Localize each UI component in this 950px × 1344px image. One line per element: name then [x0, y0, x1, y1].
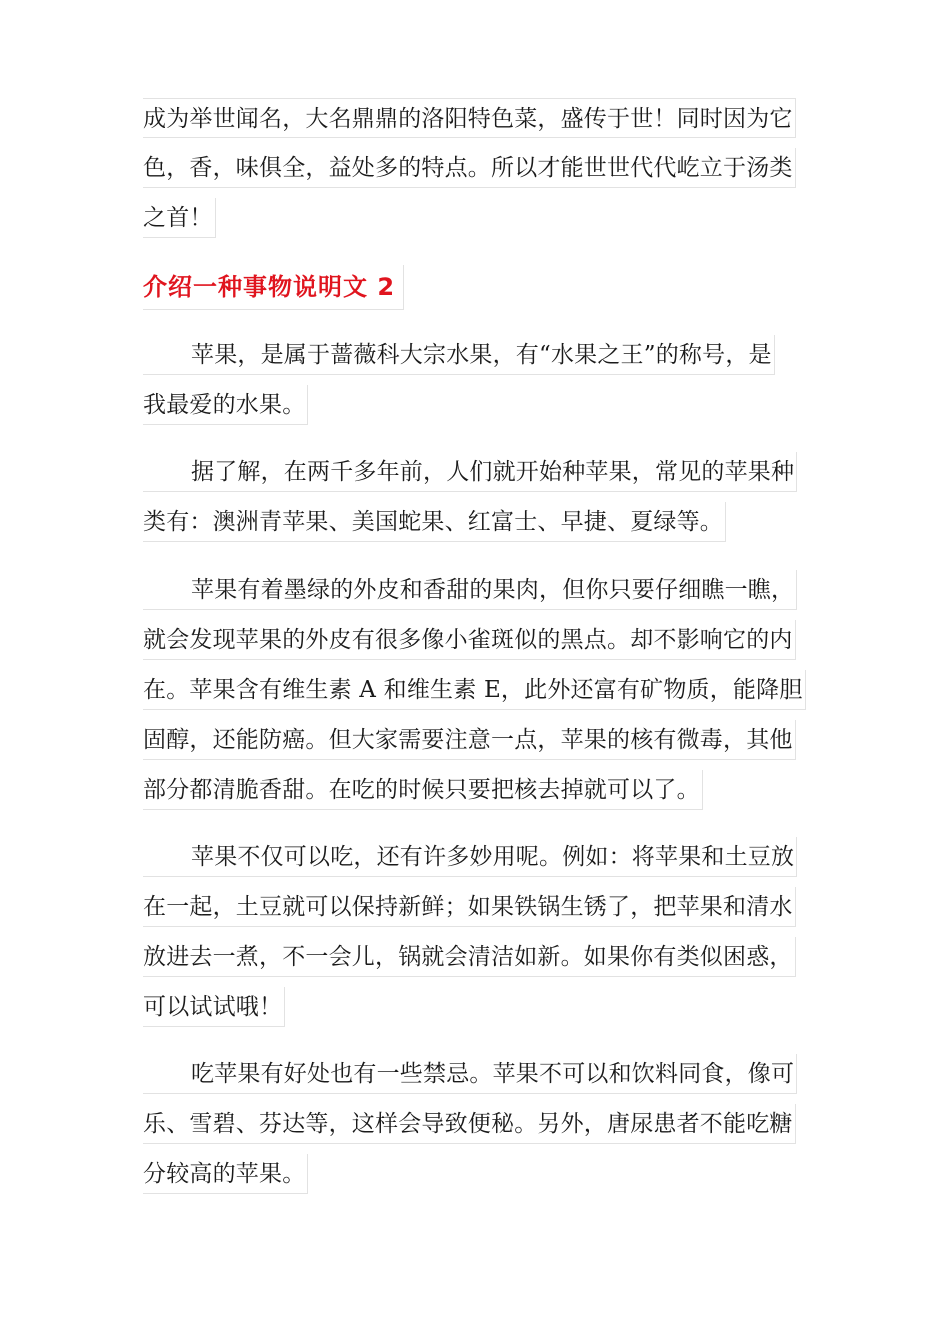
intro-line-1: 成为举世闻名，大名鼎鼎的洛阳特色菜，盛传于世！同时因为它	[143, 98, 796, 138]
paragraph-2-line-2: 类有：澳洲青苹果、美国蛇果、红富士、早捷、夏绿等。	[143, 502, 726, 542]
paragraph-3-line-4: 固醇，还能防癌。但大家需要注意一点，苹果的核有微毒，其他	[143, 720, 796, 760]
intro-line-3: 之首！	[143, 198, 216, 238]
section-heading: 介绍一种事物说明文 2	[143, 265, 404, 310]
paragraph-3-line-5: 部分都清脆香甜。在吃的时候只要把核去掉就可以了。	[143, 770, 703, 810]
paragraph-1-line-1: 苹果，是属于蔷薇科大宗水果，有“水果之王”的称号，是	[143, 335, 775, 375]
paragraph-5-line-3: 分较高的苹果。	[143, 1154, 308, 1194]
paragraph-4-line-4: 可以试试哦！	[143, 987, 285, 1027]
paragraph-5-line-1: 吃苹果有好处也有一些禁忌。苹果不可以和饮料同食，像可	[143, 1054, 797, 1094]
paragraph-3-line-2: 就会发现苹果的外皮有很多像小雀斑似的黑点。却不影响它的内	[143, 620, 796, 660]
paragraph-3-line-1: 苹果有着墨绿的外皮和香甜的果肉，但你只要仔细瞧一瞧，	[143, 570, 797, 610]
paragraph-2-line-1: 据了解，在两千多年前，人们就开始种苹果，常见的苹果种	[143, 452, 797, 492]
paragraph-3-line-3: 在。苹果含有维生素 A 和维生素 E，此外还富有矿物质，能降胆	[143, 670, 806, 710]
paragraph-5-line-2: 乐、雪碧、芬达等，这样会导致便秘。另外，唐尿患者不能吃糖	[143, 1104, 796, 1144]
paragraph-4-line-1: 苹果不仅可以吃，还有许多妙用呢。例如：将苹果和土豆放	[143, 837, 797, 877]
intro-line-2: 色，香，味俱全，益处多的特点。所以才能世世代代屹立于汤类	[143, 148, 796, 188]
paragraph-1-line-2: 我最爱的水果。	[143, 385, 308, 425]
paragraph-4-line-2: 在一起，土豆就可以保持新鲜；如果铁锅生锈了，把苹果和清水	[143, 887, 796, 927]
paragraph-4-line-3: 放进去一煮，不一会儿，锅就会清洁如新。如果你有类似困惑，	[143, 937, 796, 977]
